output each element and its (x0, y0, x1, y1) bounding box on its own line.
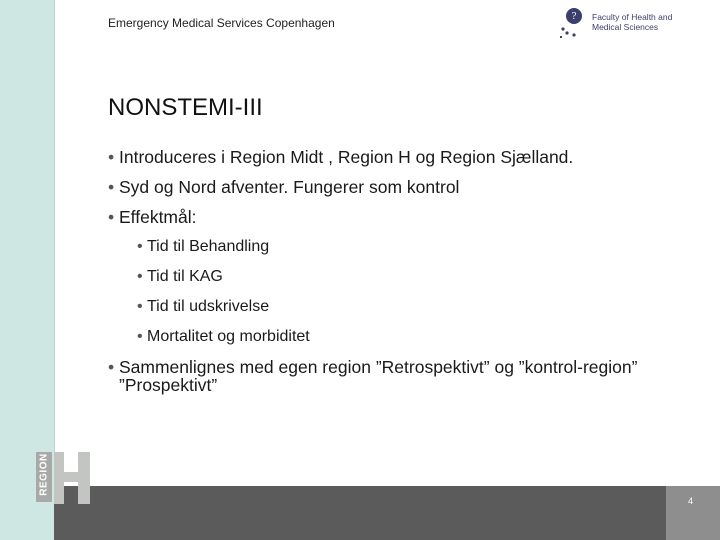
bullet-icon: • (108, 147, 115, 167)
sub-bullet-text: Tid til udskrivelse (147, 298, 270, 315)
bullet-icon: • (108, 177, 115, 197)
faculty-name-line1: Faculty of Health and (592, 12, 673, 22)
region-h-logo-icon (52, 452, 92, 504)
sub-bullet-text: Tid til Behandling (147, 238, 270, 255)
bullet-icon: • (137, 268, 143, 285)
bullet-icon: • (108, 357, 115, 377)
slide-title: NONSTEMI-III (108, 94, 263, 121)
sub-bullet-text: Tid til KAG (147, 268, 223, 285)
bullet-item (108, 358, 668, 394)
bullet-icon: • (137, 298, 143, 315)
region-logo-text: REGION (38, 453, 50, 496)
bullet-text: Sammenlignes med egen region ”Retrospektivt” og ”kontrol-region” ”Prospektivt” (119, 357, 638, 395)
bullet-icon: • (108, 207, 115, 227)
sub-bullet-item (108, 238, 668, 256)
region-logo-word (36, 452, 52, 502)
bullet-text: Effektmål: (119, 207, 197, 227)
sub-bullet-text: Mortalitet og morbiditet (147, 328, 310, 345)
bullet-icon: • (137, 328, 143, 345)
bullet-item (108, 208, 668, 226)
bullet-text: Syd og Nord afventer. Fungerer som kontrol (119, 177, 460, 197)
bullet-item (108, 178, 668, 196)
faculty-logo (558, 4, 718, 40)
bullet-icon: • (137, 238, 143, 255)
organization-header: Emergency Medical Services Copenhagen (108, 16, 335, 30)
bullet-text: Introduceres i Region Midt , Region H og Region Sjælland. (119, 147, 574, 167)
sub-bullet-item (108, 298, 668, 316)
svg-text:?: ? (571, 12, 577, 22)
footer-bar (54, 486, 666, 540)
faculty-name-line2: Medical Sciences (592, 22, 659, 32)
bullet-item (108, 148, 668, 166)
page-number: 4 (688, 496, 694, 506)
university-seal-icon (558, 4, 592, 40)
sub-bullet-item (108, 268, 668, 286)
footer-page-box (666, 486, 720, 540)
bullet-list (108, 148, 668, 406)
sub-bullet-item (108, 328, 668, 346)
